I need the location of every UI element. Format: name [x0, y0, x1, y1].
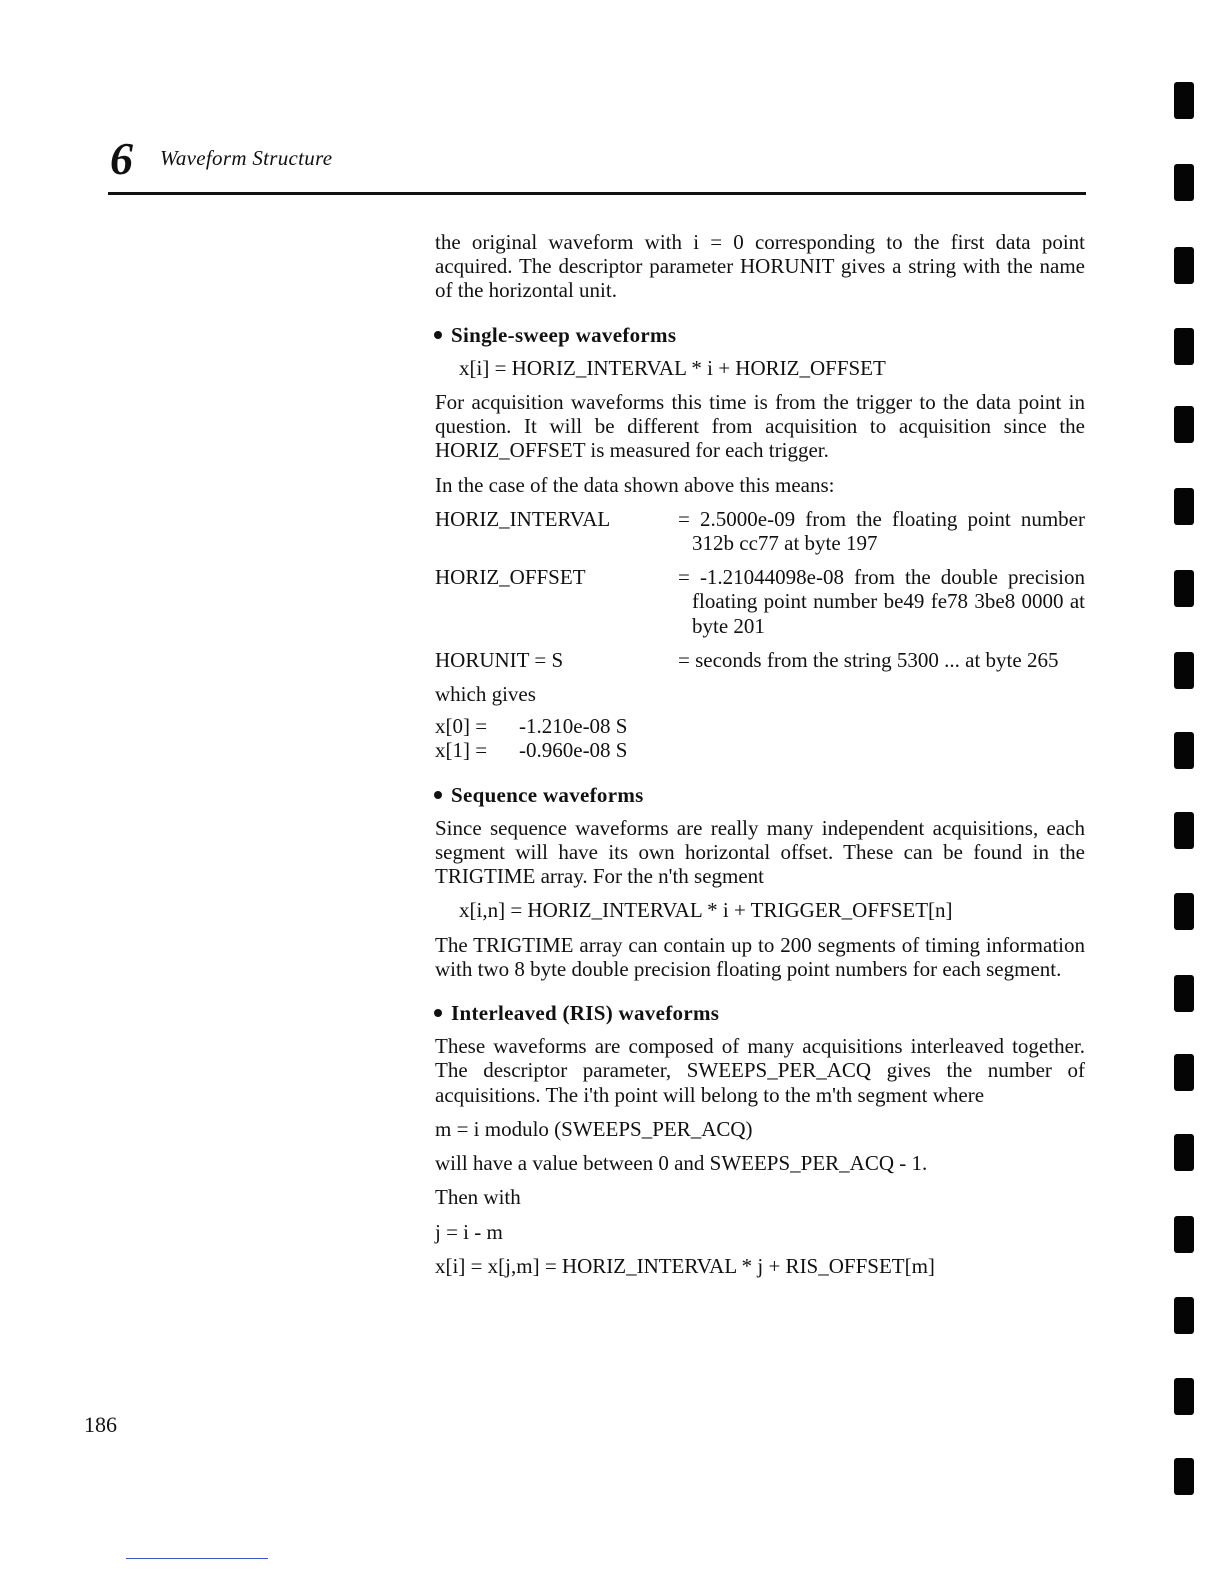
- sequence-formula: x[i,n] = HORIZ_INTERVAL * i + TRIGGER_OFFSET[n]: [459, 898, 953, 923]
- definition-term: HORIZ_INTERVAL: [435, 506, 611, 531]
- which-gives-text: which gives: [435, 682, 536, 707]
- edge-tab-mark: [1174, 732, 1194, 769]
- edge-tab-mark: [1174, 1378, 1194, 1415]
- edge-tab-mark: [1174, 247, 1194, 284]
- page-number: 186: [84, 1412, 117, 1437]
- definition-value: = seconds from the string 5300 ... at byte 265: [678, 647, 1059, 672]
- bullet-icon: [434, 791, 442, 799]
- interleaved-formula-x: x[i] = x[j,m] = HORIZ_INTERVAL * j + RIS_OFFSET[m]: [435, 1253, 935, 1278]
- edge-tab-mark: [1174, 406, 1194, 443]
- edge-tab-mark: [1174, 975, 1194, 1012]
- edge-tab-mark: [1174, 1458, 1194, 1495]
- sequence-trigtime-paragraph: The TRIGTIME array can contain up to 200 segments of timing information with two 8 byte double precision floating point numbers for each segment.: [435, 932, 1085, 981]
- footnote-rule: [126, 1558, 268, 1559]
- sequence-paragraph: Since sequence waveforms are really many independent acquisitions, each segment will have its own horizontal offset. These can be found in the TRIGTIME array. For the n'th segment: [435, 815, 1085, 889]
- header-rule: [108, 192, 1086, 195]
- definition-value: = -1.21044098e-08 from the double precision floating point number be49 fe78 3be8 0000 at byte 201: [678, 565, 1085, 638]
- page-header: [108, 132, 1088, 188]
- edge-tab-mark: [1174, 1297, 1194, 1334]
- edge-tab-mark: [1174, 652, 1194, 689]
- sequence-heading: Sequence waveforms: [434, 783, 1085, 807]
- single-sweep-paragraph: For acquisition waveforms this time is from the trigger to the data point in question. It will be different from acquisition to acquisition since the HORIZ_OFFSET is measured for each trigger.: [435, 390, 1085, 463]
- single-sweep-formula: x[i] = HORIZ_INTERVAL * i + HORIZ_OFFSET: [459, 355, 886, 380]
- x-values-list: [435, 714, 1085, 762]
- intro-paragraph: the original waveform with i = 0 corresponding to the first data point acquired. The descriptor parameter HORUNIT gives a string with the name of the horizontal unit.: [435, 230, 1085, 303]
- interleaved-formula-m: m = i modulo (SWEEPS_PER_ACQ): [435, 1116, 753, 1141]
- edge-tab-mark: [1174, 82, 1194, 119]
- edge-tab-mark: [1174, 328, 1194, 365]
- edge-tab-mark: [1174, 164, 1194, 201]
- chapter-number: 6: [110, 133, 133, 184]
- single-sweep-heading: Single-sweep waveforms: [434, 323, 1085, 347]
- edge-tab-mark: [1174, 1134, 1194, 1171]
- interleaved-formula-j: j = i - m: [435, 1219, 503, 1244]
- definition-value: = 2.5000e-09 from the floating point number 312b cc77 at byte 197: [678, 506, 1085, 556]
- edge-tab-mark: [1174, 1054, 1194, 1091]
- body-content: [435, 230, 1085, 1288]
- bullet-icon: [434, 1009, 442, 1017]
- edge-tab-mark: [1174, 893, 1194, 930]
- interleaved-heading: Interleaved (RIS) waveforms: [434, 1001, 1085, 1025]
- edge-tab-mark: [1174, 488, 1194, 525]
- bullet-icon: [434, 331, 442, 339]
- x-value-rhs: -0.960e-08 S: [519, 738, 628, 763]
- x-value-rhs: -1.210e-08 S: [519, 714, 628, 739]
- definition-term: HORUNIT = S: [435, 647, 564, 672]
- edge-tab-mark: [1174, 1216, 1194, 1253]
- definition-term: HORIZ_OFFSET: [435, 565, 586, 590]
- interleaved-paragraph: These waveforms are composed of many acquisitions interleaved together. The descriptor parameter, SWEEPS_PER_ACQ gives the number of acquisitions. The i'th point will belong to the m'th segment where: [435, 1034, 1085, 1107]
- x-value-lhs: x[0] =: [435, 714, 488, 739]
- interleaved-then-text: Then with: [435, 1185, 521, 1210]
- edge-tab-mark: [1174, 812, 1194, 849]
- single-sweep-case-paragraph: In the case of the data shown above this means:: [435, 472, 835, 497]
- definition-list: [435, 507, 1085, 672]
- edge-tab-mark: [1174, 570, 1194, 607]
- x-value-lhs: x[1] =: [435, 738, 488, 763]
- chapter-title: Waveform Structure: [160, 146, 333, 170]
- interleaved-value-text: will have a value between 0 and SWEEPS_PER_ACQ - 1.: [435, 1151, 928, 1176]
